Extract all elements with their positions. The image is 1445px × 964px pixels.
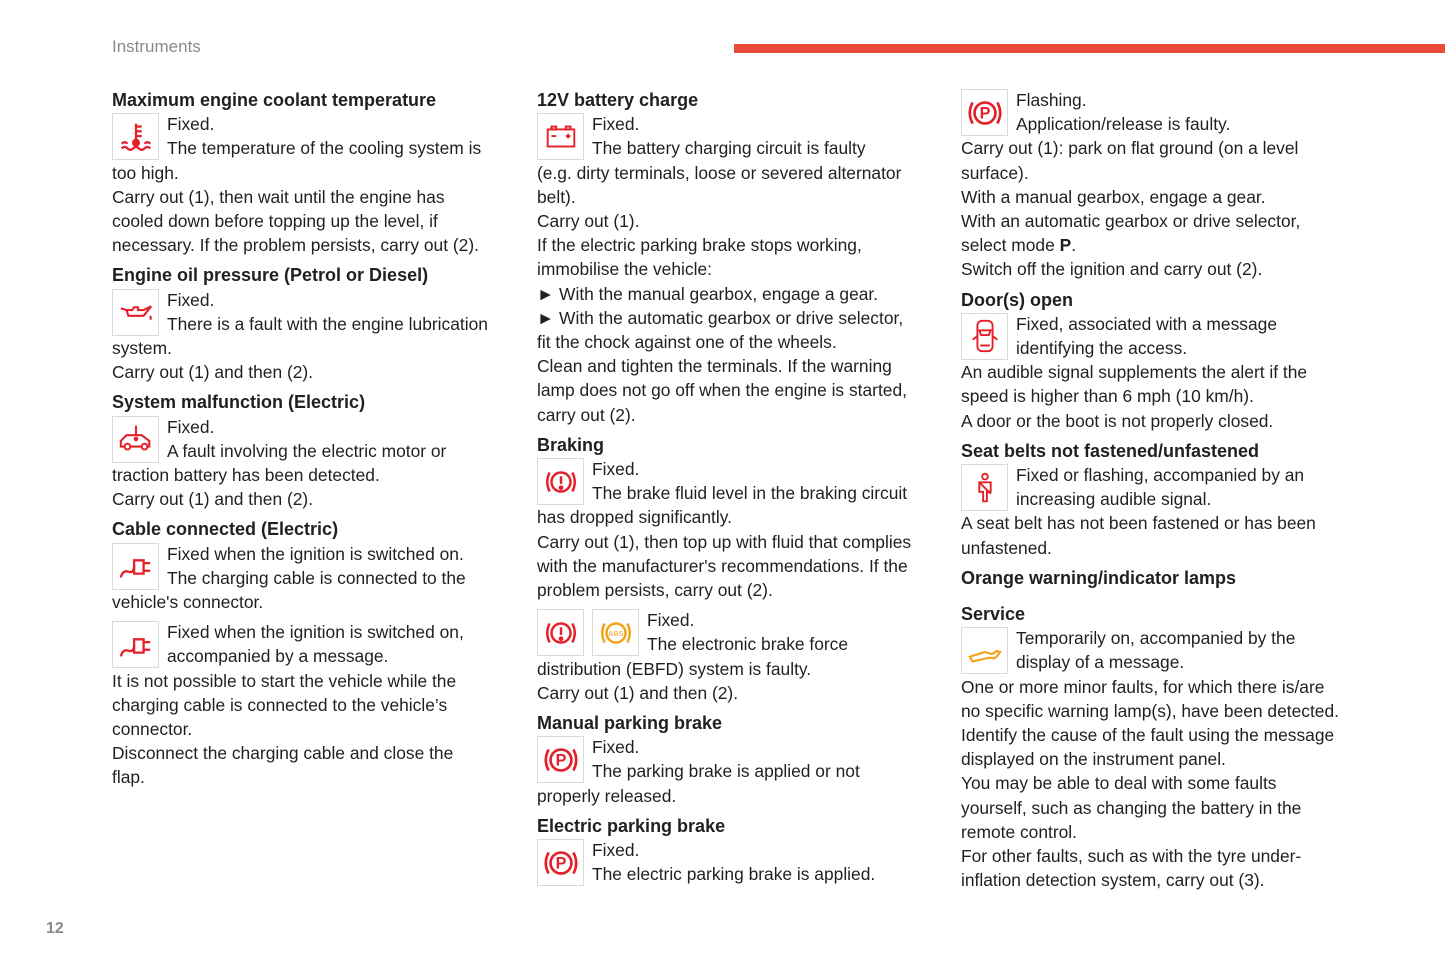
coolant-temperature-icon [112,113,159,160]
icon-group [537,839,584,886]
text-line: Fixed or flashing, accompanied by an [1016,465,1305,486]
service-wrench-icon [961,627,1008,674]
warning-lamp-entry [537,814,947,887]
warning-lamp-entry [537,433,947,602]
text-line: The parking brake is applied or not [592,761,860,782]
battery-icon [537,113,584,160]
text-line: Carry out (1): park on flat ground (on a level [961,138,1299,159]
text-line: There is a fault with the engine lubrication [167,313,488,334]
text-line: Flashing. [1016,90,1087,110]
text-line: with the manufacturer's recommendations. If the [537,555,908,576]
text-line: (e.g. dirty terminals, loose or severed alternator [537,162,902,183]
text-line: immobilise the vehicle: [537,259,712,280]
text-line: A seat belt has not been fastened or has been [961,513,1316,534]
text-line: system. [112,338,172,359]
text-line: Carry out (1) and then (2). [112,362,314,383]
text-line: fit the chock against one of the wheels. [537,332,837,353]
text-line: flap. [112,767,145,788]
text-line: ► With the manual gearbox, engage a gear. [537,283,879,304]
text-line: Fixed. [167,114,215,135]
bold-text: P [1059,235,1072,256]
text-line: Temporarily on, accompanied by the [1016,628,1296,649]
text-line: surface). [961,162,1029,183]
text-line: Fixed. [592,840,640,861]
text-line: unfastened. [961,537,1052,558]
text-line: charging cable is connected to the vehicle’s [112,694,448,715]
warning-lamp-entry [537,711,947,808]
icon-group [961,313,1008,360]
charging-plug-icon [112,543,159,590]
text-line: display of a message. [1016,652,1185,673]
text-line: Carry out (1), then top up with fluid that complies [537,531,912,552]
warning-lamp-entry [112,390,522,511]
text-line: The brake fluid level in the braking circuit [592,483,908,504]
entry-heading: Seat belts not fastened/unfastened [961,440,1260,461]
svg-text:ABS: ABS [607,628,624,638]
entry-heading: Maximum engine coolant temperature [112,90,437,110]
text-line: connector. [112,719,193,740]
text-line: ► With the automatic gearbox or drive selector, [537,307,904,328]
svg-text:P: P [979,104,990,123]
warning-lamp-entry [112,517,522,614]
entry-heading: Cable connected (Electric) [112,519,339,540]
warning-lamp-entry [112,88,522,257]
text-line: lamp does not go off when the engine is started, [537,380,907,401]
column-3 [961,88,1371,899]
warning-lamp-entry [961,566,1371,893]
system-malfunction-icon [112,416,159,463]
icon-group [961,627,1008,674]
parking-brake-icon [961,89,1008,136]
text-line: inflation detection system, carry out (3). [961,870,1265,891]
entry-heading: System malfunction (Electric) [112,392,366,413]
text-line: remote control. [961,821,1077,842]
charging-plug-icon [112,621,159,668]
icon-group [112,113,159,160]
text-line: no specific warning lamp(s), have been detected. [961,700,1339,721]
group-heading: Orange warning/indicator lamps [961,567,1237,588]
text-line: It is not possible to start the vehicle while the [112,670,457,691]
text-line: Disconnect the charging cable and close the [112,743,454,764]
icon-group [112,289,159,336]
text-line: One or more minor faults, for which there is/are [961,676,1325,697]
icon-group [537,609,639,656]
text-line: distribution (EBFD) system is faulty. [537,658,812,679]
seat-belt-icon [961,464,1008,511]
page-number: 12 [46,920,64,937]
text-line: Carry out (1), then wait until the engine has [112,186,445,207]
text-line: displayed on the instrument panel. [961,749,1226,770]
svg-text:P: P [555,751,566,770]
text-line: Carry out (1). [537,211,640,232]
svg-text:P: P [555,854,566,873]
column-1 [112,88,522,796]
icon-group [537,113,584,160]
text-line: Fixed when the ignition is switched on. [167,543,464,564]
entry-heading: Electric parking brake [537,815,726,836]
text-line: Switch off the ignition and carry out (2). [961,259,1263,280]
text-line: properly released. [537,785,677,806]
text-line: problem persists, carry out (2). [537,580,773,601]
section-title: Instruments [112,37,201,56]
text-line: Fixed. [592,459,640,480]
text-line: too high. [112,162,179,183]
text-line: carry out (2). [537,404,636,425]
warning-lamp-entry [961,439,1371,560]
text-line: If the electric parking brake stops working, [537,235,862,256]
text-line: With a manual gearbox, engage a gear. [961,186,1266,207]
text-line: An audible signal supplements the alert if the [961,362,1308,383]
parking-brake-icon [537,736,584,783]
text-line: vehicle's connector. [112,592,264,613]
warning-lamp-entry [112,620,522,789]
text-line: You may be able to deal with some faults [961,773,1277,794]
icon-group [961,464,1008,511]
warning-lamp-entry [537,88,947,427]
icon-group [112,543,159,590]
text-line: Fixed when the ignition is switched on, [167,622,464,643]
text-line: Application/release is faulty. [1016,114,1231,135]
parking-brake-icon [537,839,584,886]
oil-pressure-icon [112,289,159,336]
text-line [961,233,1371,257]
entry-heading: Door(s) open [961,289,1073,310]
text-line: belt). [537,186,576,207]
text-line: Identify the cause of the fault using the message [961,725,1335,746]
entry-heading: Manual parking brake [537,713,723,734]
text-line: Fixed. [167,289,215,310]
text-line: accompanied by a message. [167,646,389,667]
accent-bar [734,44,1445,53]
text-line: The electronic brake force [647,634,849,655]
text-line: Fixed. [592,737,640,758]
text-line: necessary. If the problem persists, carry out (2). [112,235,479,256]
icon-group [961,89,1008,136]
text-line: Fixed, associated with a message [1016,313,1277,334]
text-line: The charging cable is connected to the [167,567,466,588]
text-line: Fixed. [167,416,215,437]
icon-group [112,416,159,463]
warning-lamp-entry [537,608,947,705]
text-line: The temperature of the cooling system is [167,138,482,159]
text-line: cooled down before topping up the level, if [112,211,438,232]
text-line: Clean and tighten the terminals. If the warning [537,356,892,377]
text-line: identifying the access. [1016,338,1188,359]
icon-group [537,458,584,505]
warning-lamp-entry [961,88,1371,282]
icon-group [537,736,584,783]
text-line: speed is higher than 6 mph (10 km/h). [961,386,1254,407]
text-line: A fault involving the electric motor or [167,440,447,461]
text-line: The battery charging circuit is faulty [592,138,866,159]
text-line: yourself, such as changing the battery in the [961,797,1302,818]
icon-group [112,621,159,668]
text-line: traction battery has been detected. [112,465,380,486]
text-line: With an automatic gearbox or drive selector, [961,211,1301,232]
warning-lamp-entry [112,263,522,384]
text-line: A door or the boot is not properly closed. [961,410,1274,431]
brake-warning-icon [537,609,584,656]
entry-heading: 12V battery charge [537,90,699,110]
warning-lamp-entry [961,288,1371,433]
text-line: For other faults, such as with the tyre under- [961,846,1302,867]
abs-icon [592,609,639,656]
column-2 [537,88,947,893]
text-line: increasing audible signal. [1016,489,1212,510]
text-line: Fixed. [647,610,695,631]
door-open-icon [961,313,1008,360]
text-line: The electric parking brake is applied. [592,864,876,885]
text-line: Fixed. [592,114,640,135]
text-segment: select mode [961,235,1060,256]
brake-warning-icon [537,458,584,505]
entry-heading: Service [961,604,1026,625]
text-line: Carry out (1) and then (2). [112,489,314,510]
text-segment: . [1071,235,1077,256]
text-line: Carry out (1) and then (2). [537,682,739,703]
entry-heading: Braking [537,434,605,455]
text-line: has dropped significantly. [537,507,732,528]
entry-heading: Engine oil pressure (Petrol or Diesel) [112,265,429,286]
